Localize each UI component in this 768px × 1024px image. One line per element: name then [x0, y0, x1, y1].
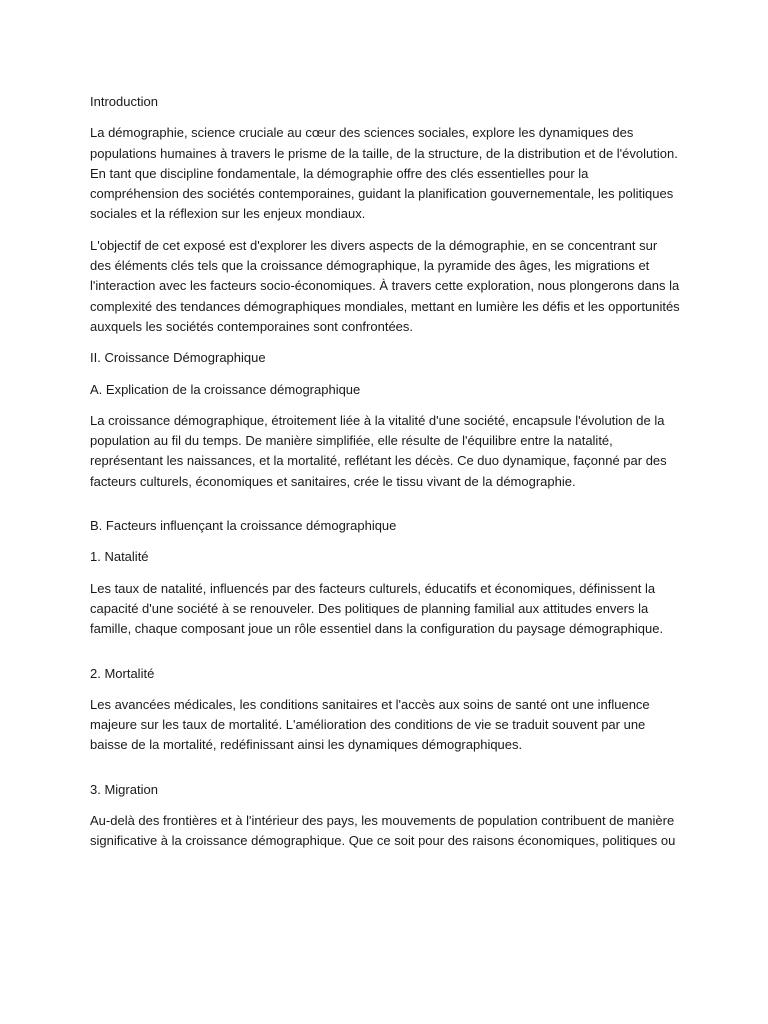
document-body	[90, 92, 680, 863]
mortalite-paragraph: Les avancées médicales, les conditions sanitaires et l'accès aux soins de santé ont une influence majeure sur les taux de mortalité. L'amélioration des conditions de vie se traduit souvent par une baisse de la mortalité, redéfinissant ainsi les dynamiques démographiques.	[90, 696, 650, 753]
intro-paragraph-2: L'objectif de cet exposé est d'explorer les divers aspects de la démographie, en se concentrant sur des éléments clés tels que la croissance démographique, la pyramide des âges, les migrations et l'interaction avec les facteurs socio-économiques. À travers cette exploration, nous plongerons dans la complexité des tendances démographiques mondiales, mettant en lumière les défis et les opportunités auxquels les sociétés contemporaines sont confrontées.	[90, 237, 680, 334]
intro-heading: Introduction	[90, 94, 158, 109]
section-a-paragraph: La croissance démographique, étroitement liée à la vitalité d'une société, encapsule l'évolution de la population au fil du temps. De manière simplifiée, elle résulte de l'équilibre entre la natalité, représentant les naissances, et la mortalité, reflétant les décès. Ce duo dynamique, façonné par des facteurs culturels, économiques et sanitaires, crée le tissu vivant de la démographie.	[90, 412, 667, 489]
mortalite-heading: 2. Mortalité	[90, 665, 155, 681]
section-b-heading: B. Facteurs influençant la croissance démographique	[90, 518, 397, 534]
migration-heading: 3. Migration	[90, 781, 158, 797]
section-a-heading: A. Explication de la croissance démographique	[90, 381, 361, 397]
migration-paragraph: Au-delà des frontières et à l'intérieur des pays, les mouvements de population contribuent de manière significative à la croissance démographique. Que ce soit pour des raisons économiques, politiques ou	[90, 813, 676, 849]
natalite-paragraph: Les taux de natalité, influencés par des facteurs culturels, éducatifs et économiques, définissent la capacité d'une société à se renouveler. Des politiques de planning familial aux attitudes envers la famille, chaque composant joue un rôle essentiel dans la configuration du paysage démographique.	[90, 580, 664, 637]
natalite-heading: 1. Natalité	[90, 549, 149, 565]
section-2-heading: II. Croissance Démographique	[90, 350, 266, 366]
intro-paragraph-1: La démographie, science cruciale au cœur des sciences sociales, explore les dynamiques des populations humaines à travers le prisme de la taille, de la structure, de la distribution et de l'évolution. En tant que discipline fondamentale, la démographie offre des clés essentielles pour la compréhension des sociétés contemporaines, guidant la planification gouvernementale, les politiques sociales et la réflexion sur les enjeux mondiaux.	[90, 125, 678, 222]
